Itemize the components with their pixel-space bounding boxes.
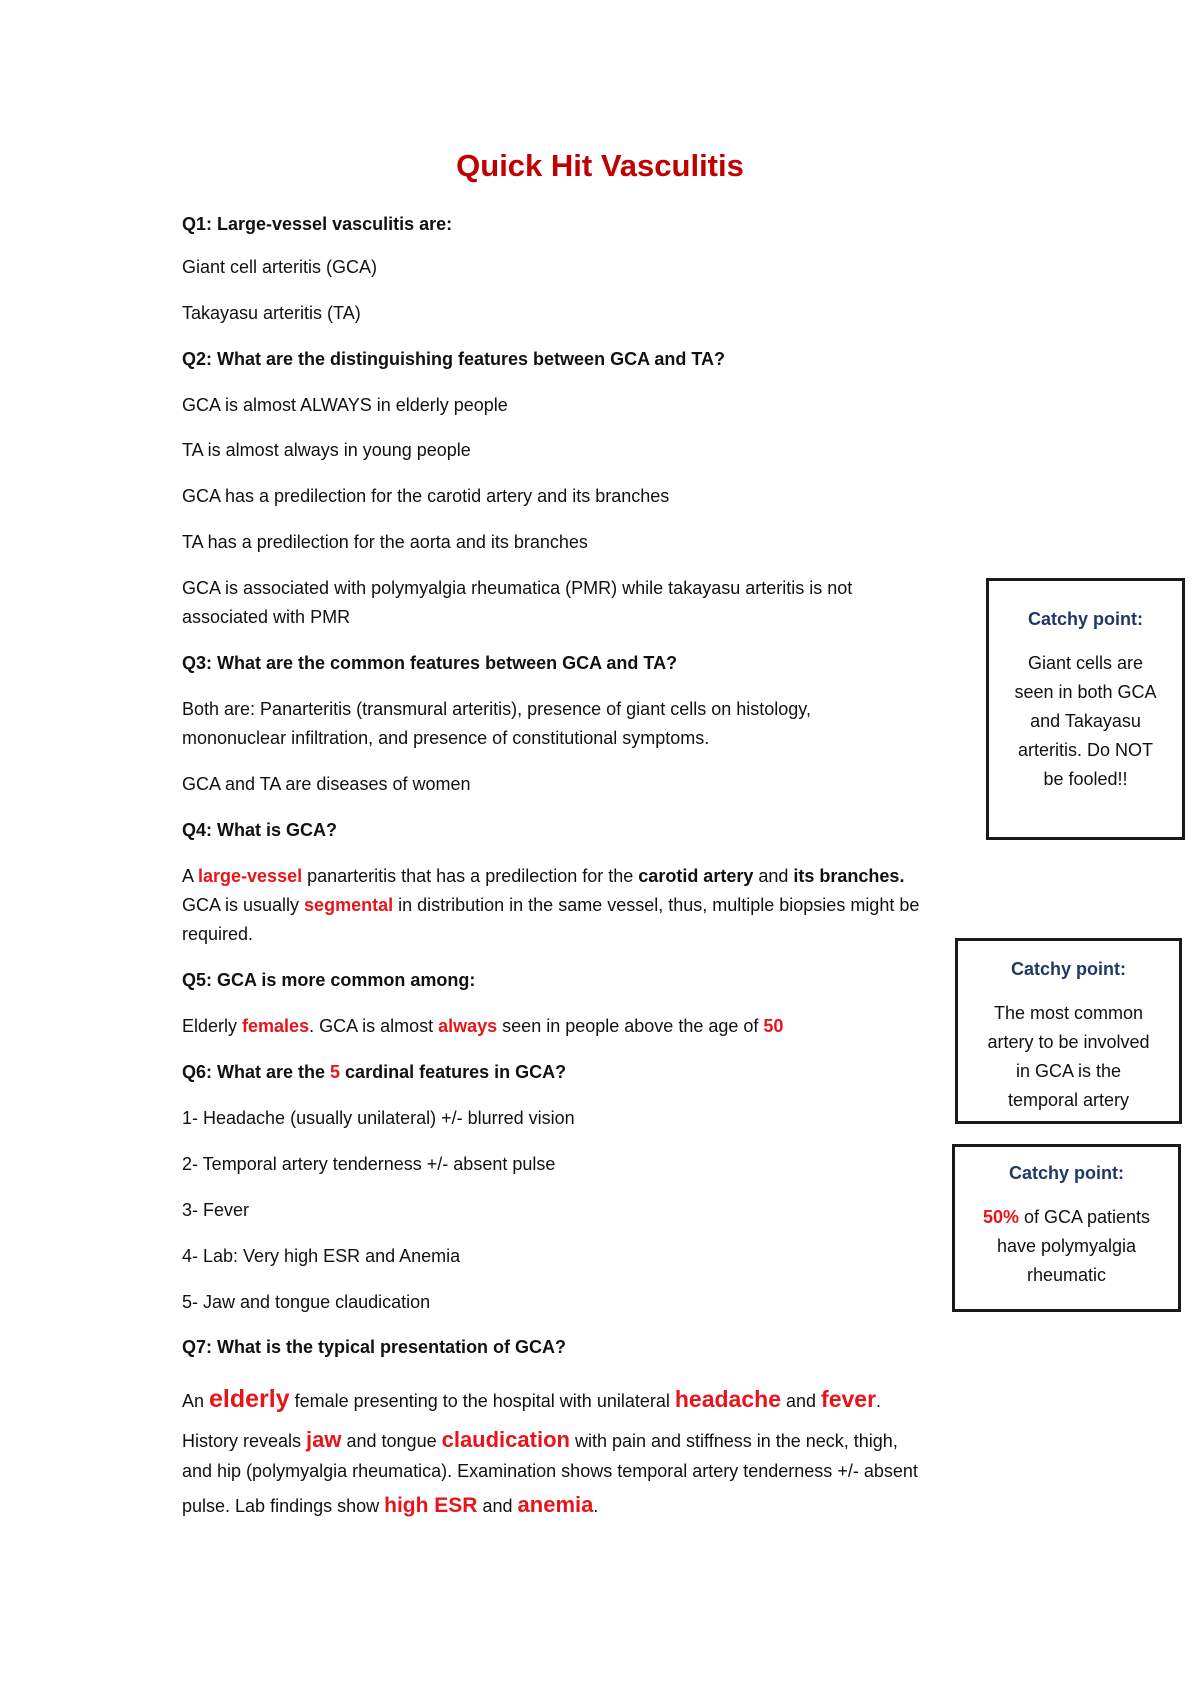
q3-answer-1-cont: mononuclear infiltration, and presence of constitutional symptoms. [182,728,710,748]
callout-heading: Catchy point: [1011,959,1126,979]
q6-feature-4: 4- Lab: Very high ESR and Anemia [182,1246,461,1266]
highlight-5: 5 [330,1062,341,1082]
text-run: . GCA is almost [309,1016,439,1036]
q6-feature-1: 1- Headache (usually unilateral) +/- blurred vision [182,1108,575,1128]
callout-line: The most common [993,1003,1144,1023]
text-run: female presenting to the hospital with unilateral [289,1391,675,1411]
q7-answer-line-4 [182,1490,598,1521]
text-run: with pain and stiffness in the neck, thigh, [569,1431,898,1451]
callout-line: have polymyalgia [996,1236,1137,1256]
text-run: Q6: What are the [182,1062,331,1082]
text-run: A [182,866,199,886]
q5-answer [182,1012,783,1041]
q1-answer-2: Takayasu arteritis (TA) [182,303,361,323]
text-run: GCA is usually [182,895,305,915]
highlight-anemia: anemia [517,1492,594,1517]
text-run: . [593,1496,599,1516]
callout-line: artery to be involved [987,1032,1150,1052]
q6-feature-2: 2- Temporal artery tenderness +/- absent pulse [182,1154,556,1174]
highlight-elderly: elderly [209,1385,290,1413]
q6-feature-5: 5- Jaw and tongue claudication [182,1292,431,1312]
q4-question: Q4: What is GCA? [182,820,338,840]
q2-answer-5-cont: associated with PMR [182,607,351,627]
callout-line: temporal artery [1007,1090,1130,1110]
text-run: and tongue [341,1431,442,1451]
highlight-fever: fever [821,1386,877,1412]
bold-carotid-artery: carotid artery [638,866,754,886]
highlight-50: 50 [763,1016,784,1036]
text-run: panarteritis that has a predilection for the [302,866,639,886]
q3-answer-1: Both are: Panarteritis (transmural arteritis), presence of giant cells on histology, [182,699,811,719]
callout-pmr [952,1144,1181,1312]
callout-line: seen in both GCA [1014,682,1157,702]
callout-heading: Catchy point: [1009,1163,1124,1183]
text-run: History reveals [182,1431,307,1451]
highlight-jaw: jaw [306,1427,342,1452]
q1-question: Q1: Large-vessel vasculitis are: [182,214,453,234]
callout-line: in GCA is the [1015,1061,1122,1081]
callout-line: arteritis. Do NOT [1017,740,1154,760]
highlight-large-vessel: large-vessel [198,866,303,886]
text-run: of GCA patients [1018,1207,1151,1227]
highlight-high-esr: high ESR [384,1494,478,1517]
text-run: pulse. Lab findings show [182,1496,385,1516]
highlight-headache: headache [674,1386,781,1412]
q7-question: Q7: What is the typical presentation of GCA? [182,1337,567,1357]
callout-giant-cells [986,578,1185,840]
highlight-females: females [242,1016,310,1036]
highlight-segmental: segmental [304,895,394,915]
q2-answer-4: TA has a predilection for the aorta and its branches [182,532,588,552]
q3-question: Q3: What are the common features between GCA and TA? [182,653,678,673]
q2-question: Q2: What are the distinguishing features between GCA and TA? [182,349,726,369]
callout-line: be fooled!! [1043,769,1128,789]
q4-answer-line-3: required. [182,924,254,944]
highlight-50-percent: 50% [982,1207,1019,1227]
q4-answer-line-1 [182,862,904,891]
q2-answer-5: GCA is associated with polymyalgia rheumatica (PMR) while takayasu arteritis is not [182,578,853,598]
text-run: . [876,1391,882,1411]
q6-feature-3: 3- Fever [182,1200,250,1220]
text-run: seen in people above the age of [497,1016,764,1036]
q2-answer-3: GCA has a predilection for the carotid artery and its branches [182,486,670,506]
callout-line: and Takayasu [1030,711,1141,731]
q7-answer-line-1 [182,1382,881,1418]
text-run: in distribution in the same vessel, thus, multiple biopsies might be [393,895,920,915]
q2-answer-2: TA is almost always in young people [182,440,471,460]
bold-its-branches: its branches. [793,866,905,886]
text-run: Elderly [182,1016,243,1036]
text-run: and [753,866,794,886]
callout-heading: Catchy point: [1028,609,1143,629]
q7-answer-line-2 [182,1425,898,1456]
text-run: cardinal features in GCA? [340,1062,567,1082]
text-run: An [182,1391,210,1411]
callout-temporal-artery [955,938,1182,1124]
text-run: and [780,1391,822,1411]
callout-line [955,1203,1178,1232]
q5-question: Q5: GCA is more common among: [182,970,476,990]
q1-answer-1: Giant cell arteritis (GCA) [182,257,378,277]
text-run: and [477,1496,518,1516]
q7-answer-line-3: and hip (polymyalgia rheumatica). Examination shows temporal artery tenderness +/- absent [182,1461,918,1481]
q6-question [182,1058,566,1087]
callout-line: Giant cells are [1027,653,1144,673]
page-title: Quick Hit Vasculitis [456,148,744,183]
q3-answer-2: GCA and TA are diseases of women [182,774,471,794]
q4-answer-line-2 [182,891,919,920]
q2-answer-1: GCA is almost ALWAYS in elderly people [182,395,508,415]
highlight-always: always [438,1016,498,1036]
highlight-claudication: claudication [441,1427,570,1452]
callout-line: rheumatic [1026,1265,1107,1285]
